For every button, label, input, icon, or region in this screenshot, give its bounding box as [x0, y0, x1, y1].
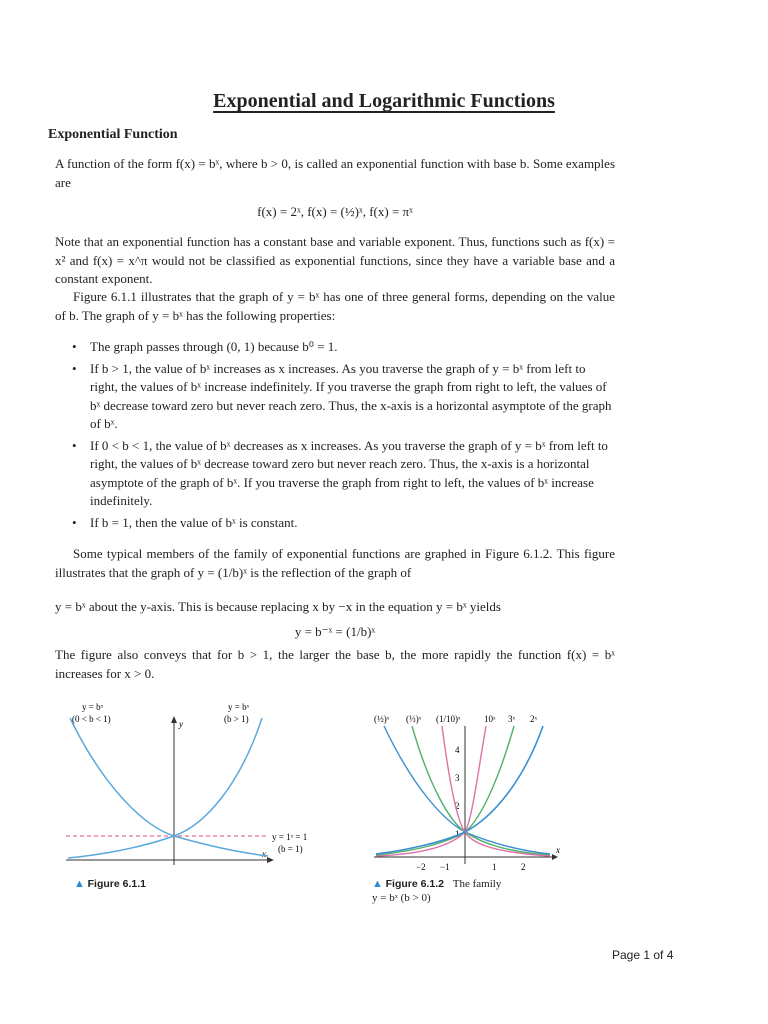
paragraph-note: Note that an exponential function has a constant base and variable exponent. Thus, functions such as f(x) = x² and f(x) = x^π would not be classified as exponential functions, since they have a variable base and a constant exponent.: [55, 234, 615, 286]
x-tick-neg1: −1: [440, 862, 450, 872]
list-item: • If 0 < b < 1, the value of bˣ decreases as x increases. As you traverse the graph of y = bˣ from left to right, the values of bˣ decrease toward zero but never reach zero. Thus, the x-axis is a horizontal asymptote of the graph of bˣ. If you traverse the graph from right to left, the values of bˣ increase indefinitely.: [68, 437, 616, 511]
y-axis-label: y: [179, 719, 183, 729]
list-item: • If b = 1, then the value of bˣ is constant.: [68, 514, 616, 533]
page-title: Exponential and Logarithmic Functions: [213, 90, 555, 112]
y-tick-2: 2: [455, 801, 460, 811]
growth-curve: [68, 718, 262, 858]
properties-list: [68, 338, 616, 535]
paragraph-conclusion: The figure also conveys that for b > 1, the larger the base b, the more rapidly the function f(x) = bˣ increases for x > 0.: [55, 647, 615, 681]
x-tick-2: 2: [521, 862, 526, 872]
x-axis-label: x: [262, 849, 266, 859]
label-constant-2: (b = 1): [278, 844, 303, 854]
page-number: Page 1 of 4: [612, 948, 674, 962]
reflection-equation: y = b⁻ˣ = (1/b)ˣ: [294, 624, 376, 639]
examples-equation: f(x) = 2ˣ, f(x) = (½)ˣ, f(x) = πˣ: [257, 204, 413, 219]
triangle-icon: ▲: [74, 878, 85, 890]
figure-6-1-1-caption: ▲ Figure 6.1.1: [74, 878, 146, 890]
list-item: • If b > 1, the value of bˣ increases as x increases. As you traverse the graph of y = bˣ from left to right, the values of bˣ increase indefinitely. If you traverse the graph from right to left, the values of bˣ decrease toward zero but never reach zero. Thus, the x-axis is a horizontal asymptote of the graph of bˣ.: [68, 360, 616, 434]
legend-third: (⅓)ˣ: [406, 714, 422, 724]
y-axis-arrow: [171, 716, 177, 723]
legend-two: 2ˣ: [530, 714, 538, 724]
paragraph-reflection: y = bˣ about the y-axis. This is because replacing x by −x in the equation y = bˣ yields: [55, 599, 501, 614]
curve-two: [376, 726, 543, 854]
y-tick-4: 4: [455, 745, 460, 755]
x-tick-1: 1: [492, 862, 497, 872]
label-growth-1: y = bˣ: [228, 702, 250, 712]
x-tick-neg2: −2: [416, 862, 426, 872]
legend-tenth: (1/10)ˣ: [436, 714, 461, 724]
list-item: • The graph passes through (0, 1) because b⁰ = 1.: [68, 338, 616, 357]
section-heading: Exponential Function: [48, 127, 178, 142]
decay-curve: [70, 718, 268, 856]
paragraph-figure-intro: Figure 6.1.1 illustrates that the graph of y = bˣ has one of three general forms, depending on the value of b. The graph of y = bˣ has the following properties:: [55, 289, 615, 323]
legend-half: (½)ˣ: [374, 714, 390, 724]
label-decay-1: y = bˣ: [82, 702, 104, 712]
figure-6-1-2: [368, 702, 568, 878]
figure-6-1-2-caption-line2: y = bˣ (b > 0): [372, 892, 431, 904]
label-constant-1: y = 1ˣ = 1: [272, 832, 308, 842]
x-axis-label: x: [556, 845, 560, 855]
x-axis-arrow: [267, 857, 274, 863]
y-tick-3: 3: [455, 773, 460, 783]
legend-three: 3ˣ: [508, 714, 516, 724]
paragraph-family: Some typical members of the family of exponential functions are graphed in Figure 6.1.2. This figure illustrates that the graph of y = (1/b)ˣ is the reflection of the graph of: [55, 546, 615, 580]
legend-ten: 10ˣ: [484, 714, 496, 724]
y-tick-1: 1: [455, 829, 460, 839]
figure-6-1-2-caption: ▲ Figure 6.1.2 The family: [372, 878, 502, 890]
triangle-icon: ▲: [372, 878, 383, 890]
label-decay-2: (0 < b < 1): [72, 714, 111, 724]
paragraph-definition: A function of the form f(x) = bˣ, where b > 0, is called an exponential function with base b. Some examples are: [55, 156, 615, 190]
figure-6-1-1: [60, 700, 340, 880]
label-growth-2: (b > 1): [224, 714, 249, 724]
curve-third: [412, 726, 550, 855]
